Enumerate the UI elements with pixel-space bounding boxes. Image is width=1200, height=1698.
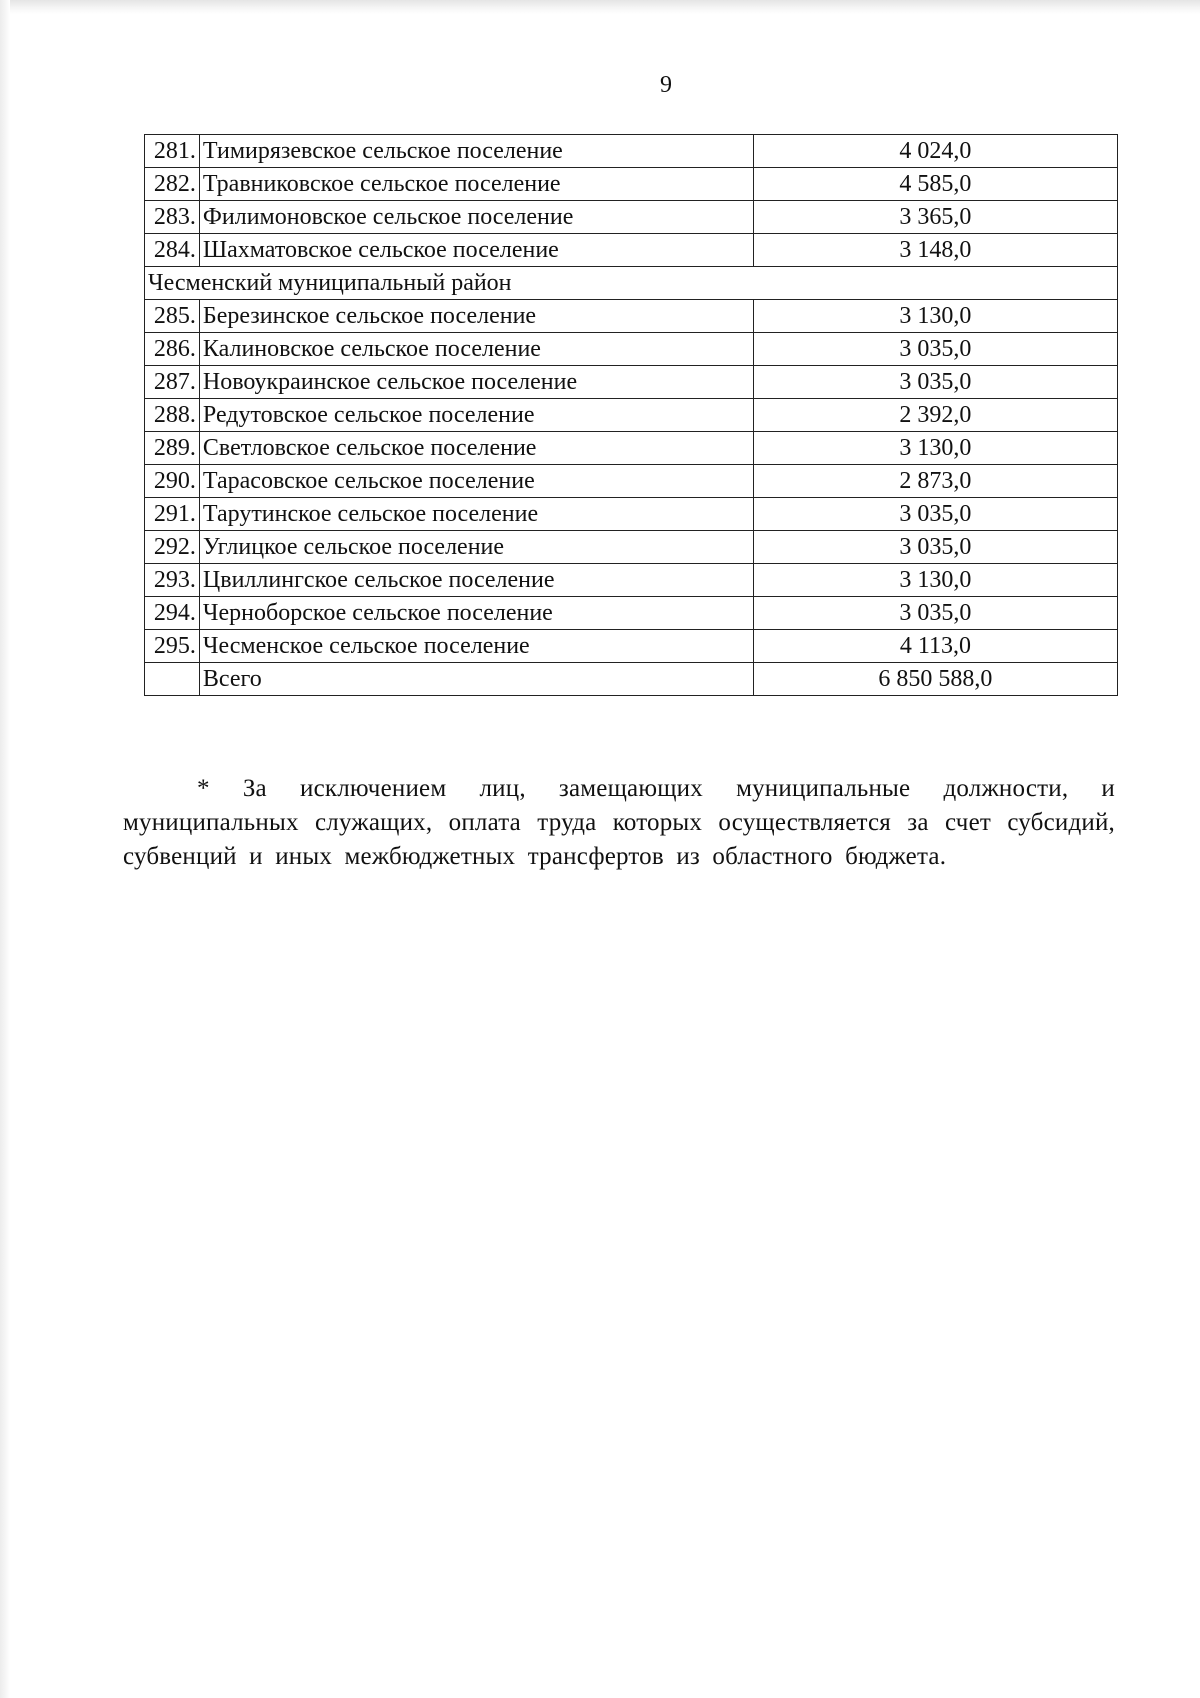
row-number: 288. [145,399,200,432]
table-row [145,333,1118,366]
row-number: 289. [145,432,200,465]
table-row [145,135,1118,168]
row-number: 284. [145,234,200,267]
table-row [145,531,1118,564]
settlement-name: Калиновское сельское поселение [199,333,753,366]
amount-value: 2 873,0 [753,465,1117,498]
district-row [145,267,1118,300]
district-name: Чесменский муниципальный район [145,267,1118,300]
amount-value: 4 024,0 [753,135,1117,168]
amount-value: 3 148,0 [753,234,1117,267]
table-body [145,135,1118,696]
settlement-name: Травниковское сельское поселение [199,168,753,201]
table-row [145,168,1118,201]
settlement-name: Тарасовское сельское поселение [199,465,753,498]
footnote: * За исключением лиц, замещающих муниципальные должности, и муниципальных служащих, оплата труда которых осуществляется за счет субсидий, субвенций и иных межбюджетных трансфертов из областного бюджета. [123,775,1115,870]
row-number: 286. [145,333,200,366]
amount-value: 3 130,0 [753,564,1117,597]
amount-value: 3 130,0 [753,432,1117,465]
amount-value: 4 113,0 [753,630,1117,663]
settlement-name: Светловское сельское поселение [199,432,753,465]
settlement-name: Углицкое сельское поселение [199,531,753,564]
total-label: Всего [199,663,753,696]
row-number: 293. [145,564,200,597]
table-row [145,300,1118,333]
settlement-name: Тимирязевское сельское поселение [199,135,753,168]
amount-value: 4 585,0 [753,168,1117,201]
row-number: 281. [145,135,200,168]
amount-value: 3 130,0 [753,300,1117,333]
scan-edge-top [0,0,1200,14]
row-number: 294. [145,597,200,630]
table-row [145,366,1118,399]
row-number: 295. [145,630,200,663]
amount-value: 3 035,0 [753,366,1117,399]
settlement-name: Шахматовское сельское поселение [199,234,753,267]
settlement-name: Тарутинское сельское поселение [199,498,753,531]
total-value: 6 850 588,0 [753,663,1117,696]
settlements-budget-table [144,134,1118,696]
table-row [145,597,1118,630]
table-row [145,630,1118,663]
row-number: 282. [145,168,200,201]
amount-value: 2 392,0 [753,399,1117,432]
table-row [145,399,1118,432]
amount-value: 3 365,0 [753,201,1117,234]
settlement-name: Чесменское сельское поселение [199,630,753,663]
row-number: 291. [145,498,200,531]
scan-edge-left [0,0,10,1698]
table-row [145,234,1118,267]
page-number: 9 [660,72,672,98]
settlement-name: Березинское сельское поселение [199,300,753,333]
row-number: 287. [145,366,200,399]
table-row [145,465,1118,498]
total-row [145,663,1118,696]
table-row [145,432,1118,465]
table-row [145,201,1118,234]
row-number: 292. [145,531,200,564]
settlement-name: Черноборское сельское поселение [199,597,753,630]
row-number: 285. [145,300,200,333]
row-number [145,663,200,696]
amount-value: 3 035,0 [753,498,1117,531]
settlement-name: Филимоновское сельское поселение [199,201,753,234]
table-row [145,498,1118,531]
table-row [145,564,1118,597]
amount-value: 3 035,0 [753,597,1117,630]
row-number: 283. [145,201,200,234]
amount-value: 3 035,0 [753,531,1117,564]
settlement-name: Новоукраинское сельское поселение [199,366,753,399]
settlement-name: Цвиллингское сельское поселение [199,564,753,597]
amount-value: 3 035,0 [753,333,1117,366]
row-number: 290. [145,465,200,498]
settlement-name: Редутовское сельское поселение [199,399,753,432]
